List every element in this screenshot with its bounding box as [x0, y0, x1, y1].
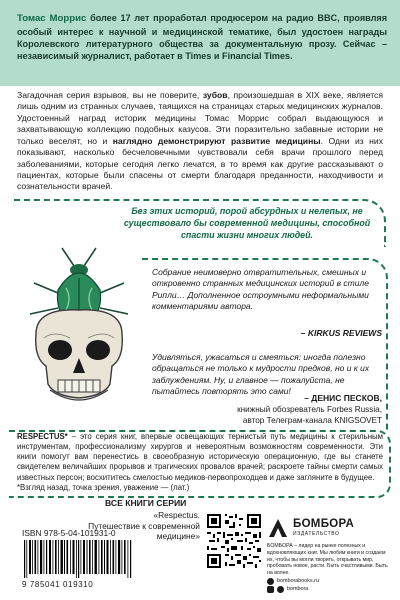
publisher-logo: [267, 515, 387, 541]
intro-text-3: . Одни из них показывают, насколько бесчеловечными чувствовали себя врачи прошлого перед заболеваниями, которые сегодня легко лечатся, в то время как другие рассказывают о пациентах, которые были спасены от смерти благодаря преданности, находчивости и сознательности врачей.: [17, 135, 383, 192]
bombora-logo-icon: [267, 517, 289, 539]
publisher-description: БОМБОРА – лидер на рынке полезных и вдохновляющих книг. Мы любим книги и создаем их, чтобы вы могли творить, открывать мир, пробовать новое, расти. Быть счастливыми. Быть на волне.: [267, 543, 388, 576]
publisher-name: БОМБОРА: [293, 518, 355, 530]
publisher-website-label: bomborabooks.ru: [277, 578, 319, 584]
series-name: RESPECTUS*: [17, 432, 68, 441]
skull-beetle-illustration: [14, 238, 144, 413]
intro-text-2: , произошедшая в XIX веке, является лишь одним из странных случаев, таящихся на страницах старых медицинских журналов. Удостоенный наград историк медицины Томас Моррис собрал выдающуюся и захватывающую коллекцию подобных казусов. Эти поразительно забавные истории не только веселят, но и: [17, 90, 383, 146]
quote-peskov-credentials: [152, 405, 382, 427]
series-footnote: *Взгляд назад, точка зрения, уважение — (лат.): [17, 482, 190, 492]
social-icon: [267, 586, 274, 593]
quote-kirkus-source: – KIRKUS REVIEWS: [300, 328, 382, 338]
social-icon-2: [277, 586, 284, 593]
series-description: [17, 432, 383, 493]
all-books-heading: ВСЕ КНИГИ СЕРИИ: [105, 498, 187, 508]
intro-text-1: Загадочная серия взрывов, вы не поверите,: [17, 90, 203, 100]
globe-icon: [267, 578, 274, 585]
author-bio: [17, 12, 387, 62]
series-title-line1: «Respectus.: [153, 510, 200, 520]
skull-icon: [36, 310, 123, 400]
series-title-line2: Путешествие к современной медицине»: [88, 520, 200, 541]
quote-peskov: Удивляться, ужасаться и смеяться: иногда полезно обращаться не только к мудрости предков, но и к их заблуждениям. Ну, и главное — пожалуйста, не пытайтесь повторять это сами!: [152, 352, 370, 396]
author-bio-text: более 17 лет проработал продюсером на радио BBC, проявляя особый интерес к научной и медицинской тематике, был удостоен награды Королевского литературного общества за документальную прозу. Сейчас – независимый журналист, работает в Times и Financial Times.: [17, 13, 388, 61]
isbn: ISBN 978-5-04-101931-0: [22, 528, 116, 538]
publisher-subtitle: ИЗДАТЕЛЬСТВО: [293, 531, 340, 537]
highlight-text: Без этих историй, порой абсурдных и нелепых, не существовало бы современной медицины, способной спасти жизни многих людей.: [123, 206, 371, 240]
intro-bold-2: наглядно демонстрируют развитие медицины: [112, 135, 321, 146]
quote-kirkus: Собрание неимоверно отвратительных, смешных и откровенно странных медицинских историй в стиле Рипли… Дополненное остроумными неформальными комментариями автора.: [152, 267, 369, 311]
intro-bold-1: зубов: [202, 90, 228, 100]
publisher-website[interactable]: [267, 578, 391, 586]
series-text: – это серия книг, впервые освещающих тернистый путь медицины к стерильным инструментам, профессионализму хирургов и невероятным возможностям современности. Эти книги помогут вам перенестись в своеобразную историческую операционную, где вы станете свидетелем величайших прорывов и трагических провалов врачей; раскроете тайны смерти самых известных персон; восхититесь смелостью медиков-первопроходцев и даже загляните в будущее.: [17, 432, 383, 482]
barcode-icon: [22, 540, 134, 578]
quote-peskov-role-1: книжный обозреватель Forbes Russia,: [237, 405, 382, 414]
barcode-number: 9 785041 019310: [22, 580, 94, 589]
intro-paragraph: [17, 90, 383, 193]
publisher-social-row[interactable]: [267, 586, 391, 594]
publisher-social: [267, 578, 391, 593]
quote-peskov-role-2: автор Телеграм-канала KNIGSOVET: [242, 415, 382, 425]
qr-code-icon[interactable]: [205, 512, 263, 570]
publisher-social-label: bombora: [287, 585, 309, 592]
quote-peskov-source: – ДЕНИС ПЕСКОВ,: [304, 393, 382, 403]
author-name: Томас Моррис: [17, 13, 87, 24]
author-block: [0, 0, 400, 86]
